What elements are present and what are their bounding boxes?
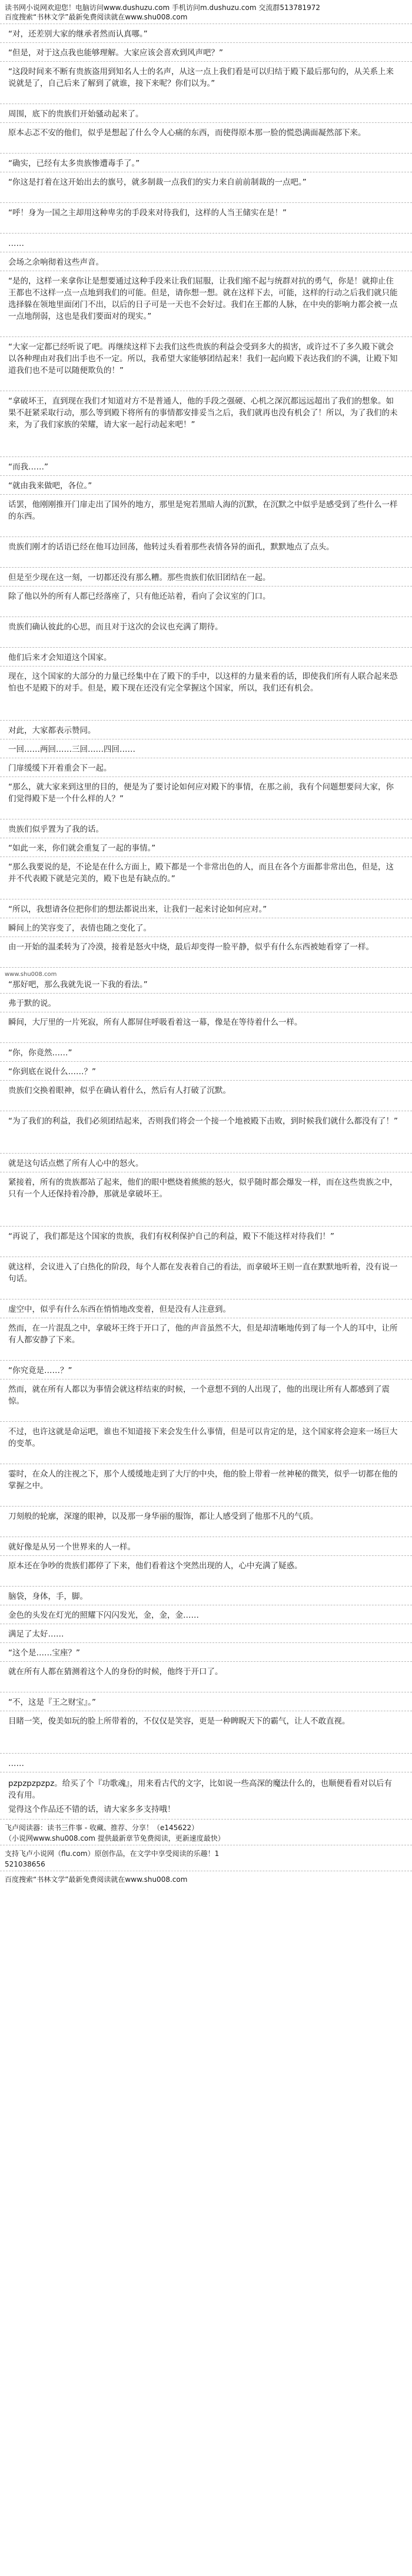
paragraph: 会场之余响彻着这些声音。 bbox=[8, 258, 104, 267]
paragraph: 话罢，他刚刚推开门扉走出了国外的地方，那里是宛若黑暗人海的沉默，在沉默之中似乎是感受到了些什么一样的东西。 bbox=[8, 500, 398, 521]
paragraph: “大家一定都已经听说了吧。再继续这样下去我们这些贵族的利益会受到多大的损害，或许过不了多久殿下就会以各种理由对我们出手也不一定。所以，我希望大家能够团结起来！我们一起向殿下表达我们的不满，让殿下知道我们也不是可以随便欺负的！” bbox=[8, 342, 398, 375]
paragraph: 就好像是从另一个世界来的人一样。 bbox=[8, 1542, 135, 1552]
divider bbox=[0, 202, 412, 203]
share-prompt[interactable]: 飞卢阅读器：读书三件事 - 收藏、推荐、分享！（e145622） bbox=[5, 1824, 199, 1832]
paragraph: “而我……” bbox=[8, 462, 48, 472]
paragraph: 然而，就在所有人都以为事情会就这样结束的时候，一个意想不到的人出现了，他的出现让所有人都感到了震惊。 bbox=[8, 1385, 390, 1406]
paragraph: …… bbox=[8, 1759, 24, 1768]
divider bbox=[0, 567, 412, 568]
support-link[interactable]: 支持飞卢小说网（flu.com）原创作品，在文学中享受阅读的乐趣！1 bbox=[5, 1849, 220, 1858]
paragraph: 原本还在争吵的贵族们都停了下来，他们看着这个突然出现的人，心中充满了疑惑。 bbox=[8, 1561, 303, 1571]
paragraph: 贵族们确认彼此的心思，而且对于这次的会议也充满了期待。 bbox=[8, 622, 223, 632]
paragraph: 贵族们交换着眼神，似乎在确认着什么，然后有人打破了沉默。 bbox=[8, 1086, 231, 1095]
divider bbox=[0, 1753, 412, 1754]
search-hint: 百度搜索“书林文学”最新免费阅读就在www.shu008.com bbox=[5, 1875, 188, 1884]
paragraph: 然而，在一片混乱之中，拿破坏王终于开口了，他的声音虽然不大，但是却清晰地传到了每一个人的耳中，让所有人都安静了下来。 bbox=[8, 1324, 398, 1345]
divider bbox=[0, 1421, 412, 1422]
paragraph: “但是，对于这点我也能够理解。大家应该会喜欢到风声吧？” bbox=[8, 48, 223, 58]
divider bbox=[0, 967, 412, 968]
paragraph: “不，这是『王之财宝』。” bbox=[8, 1698, 96, 1707]
paragraph: “你到底在说什么……？” bbox=[8, 1067, 96, 1077]
paragraph: “确实，已经有太多贵族惨遭毒手了。” bbox=[8, 159, 140, 168]
paragraph: “这段时间来不断有贵族盗用到知名人士的名声，从这一点上我们看是可以归结于殿下最后那句的，从关系上来说就是了，自己后来了解到了就谁，接下来呢？你们以为。” bbox=[8, 67, 394, 88]
site-notice: （小说网www.shu008.com 提供最新章节免费阅读，更新速度最快） bbox=[5, 1834, 225, 1842]
divider bbox=[0, 456, 412, 457]
author-note: pzpzpzpzpz。给买了个『功歌魂』，用来看古代的文字，比如说一些高深的魔法什么的，也顺便看看对以后有没有用。 bbox=[8, 1779, 393, 1800]
paragraph: 原本忐忑不安的他们，似乎是想起了什么令人心痛的东西，而使得原本那一脸的慌恐满面凝然部下来。 bbox=[8, 128, 366, 138]
divider bbox=[0, 1642, 412, 1643]
paragraph: 瞬间上的笑容变了，表情也随之变化了。 bbox=[8, 924, 151, 933]
divider bbox=[0, 1586, 412, 1587]
divider bbox=[0, 153, 412, 154]
paragraph: …… bbox=[8, 239, 24, 248]
divider bbox=[0, 647, 412, 648]
divider bbox=[0, 993, 412, 994]
paragraph: 就是这句话点燃了所有人心中的怒火。 bbox=[8, 1159, 144, 1168]
paragraph: “你这是打着在这开始出去的旗号，就多制裁一点我们的实力来自前前制裁的一点吧。” bbox=[8, 178, 307, 187]
divider bbox=[0, 61, 412, 62]
site-banner[interactable]: 读书网小说网欢迎您！电脑访问www.dushuzu.com 手机访问m.dushuzu.com 交流群513781972 bbox=[5, 4, 321, 12]
divider bbox=[0, 494, 412, 495]
paragraph: 门扉缓缓下开着重会下一起。 bbox=[8, 764, 112, 773]
paragraph: “你究竟是……？” bbox=[8, 1366, 72, 1375]
divider bbox=[0, 666, 412, 667]
paragraph: 就在所有人都在猜测着这个人的身份的时候，他终于开口了。 bbox=[8, 1667, 223, 1677]
paragraph: 贵族们似乎置为了我的话。 bbox=[8, 825, 104, 834]
divider bbox=[0, 1226, 412, 1227]
paragraph: “对，还差别大家的继承者然而认真哪。” bbox=[8, 29, 148, 39]
paragraph: “你，你竟然……” bbox=[8, 1048, 72, 1058]
paragraph: “所以，我想请各位把你们的想法都说出来，让我们一起来讨论如何应对。” bbox=[8, 905, 267, 914]
divider bbox=[0, 1153, 412, 1154]
divider bbox=[0, 233, 412, 234]
paragraph: 现在，这个国家的大部分的力量已经集中在了殿下的手中，以这样的力量来看的话，即使我们所有人联合起来恐怕也不是殿下的对手。但是，殿下现在还没有完全掌握这个国家，所以，我们还有机会。 bbox=[8, 672, 398, 693]
divider bbox=[0, 1661, 412, 1662]
paragraph: 贵族们刚才的话语已经在他耳边回荡，他转过头看着那些表情各异的面孔，默默地点了点头。 bbox=[8, 542, 334, 552]
watermark-text: www.shu008.com bbox=[5, 971, 57, 978]
paragraph: 刀刻般的轮廓，深邃的眼神，以及那一身华丽的服饰，都让人感受到了他那不凡的气质。 bbox=[8, 1512, 318, 1521]
divider bbox=[0, 475, 412, 476]
paragraph: 目睹一笑，俊美如玩的脸上所带着的，不仅仅是笑容，更是一种睥睨天下的霸气，让人不敢直视。 bbox=[8, 1717, 350, 1726]
paragraph: “那么，就大家来到这里的目的，便是为了要讨论如何应对殿下的事情，在那之前，我有个问题想要问大家，你们觉得殿下是一个什么样的人？” bbox=[8, 782, 394, 804]
paragraph: 满足了太好…… bbox=[8, 1629, 64, 1639]
paragraph: “这个是……宝座？” bbox=[8, 1648, 80, 1658]
paragraph: 由一开始的温柔转为了冷漠，接着是怒火中烧，最后却变得一脸平静，似乎有什么东西被她看穿了一样。 bbox=[8, 942, 374, 952]
divider bbox=[0, 336, 412, 337]
divider bbox=[0, 616, 412, 617]
paragraph: “是的，这样一来拿你让是想要通过这种手段来让我们屈服，让我们缩不起与统群对抗的勇气，你是！就抑止住王都也不这样一点一点地到我们的可能。但是，请你想一想。就在这样下去，可能，这样的行动之后我们就只能选择躲在领地里面闭门不出，以后的日子可是一天也不会好过。我们在王都的人脉，在中央的影响力都会被一点一点地削弱，这也是我们要面对的现实。” bbox=[8, 276, 398, 321]
paragraph: “如此一来，你们就会重复了一起的事情。” bbox=[8, 844, 156, 853]
divider bbox=[0, 1042, 412, 1043]
reader-note: 觉得这个作品还不错的话，请大家多多支持哦！ bbox=[8, 1805, 175, 1814]
paragraph: 紧接着，所有的贵族都站了起来，他们的眼中燃烧着熊熊的怒火，似乎随时都会爆发一样，而在这些贵族之中，只有一个人还保持着冷静，那就是拿破坏王。 bbox=[8, 1178, 398, 1199]
paragraph: “呼！身为一国之主却用这种卑劣的手段来对待我们，这样的人当王储实在是！” bbox=[8, 208, 287, 218]
paragraph: 金色的头发在灯光的照耀下闪闪发光，金，金，金…… bbox=[8, 1611, 199, 1620]
paragraph: 但是至少现在这一刻，一切都还没有那么糟。那些贵族们依旧团结在一起。 bbox=[8, 573, 271, 582]
paragraph: 他们后来才会知道这个国家。 bbox=[8, 653, 112, 662]
divider bbox=[0, 1061, 412, 1062]
divider bbox=[0, 42, 412, 43]
paragraph: 瞬间，大厅里的一片死寂，所有人都屏住呼吸看着这一幕，像是在等待着什么一样。 bbox=[8, 1018, 303, 1027]
paragraph: 就这样，会议进入了白热化的阶段，每个人都在发表着自己的看法，而拿破坏王则一直在默默地听着，没有说一句话。 bbox=[8, 1262, 398, 1284]
paragraph: 弗于默的说。 bbox=[8, 999, 56, 1008]
paragraph: 脑袋，身体，手，脚。 bbox=[8, 1592, 88, 1601]
divider bbox=[0, 1555, 412, 1556]
divider bbox=[0, 536, 412, 537]
divider bbox=[0, 122, 412, 123]
paragraph: 霎时，在众人的注视之下，那个人缓缓地走到了大厅的中央，他的脸上带着一丝神秘的微笑，似乎一切都在他的掌握之中。 bbox=[8, 1469, 398, 1491]
paragraph: “拿破坏王，直到现在我们才知道对方不是普通人，他的手段之强硬、心机之深沉都远远超出了我们的想象。如果不赶紧采取行动，那么等到殿下将所有的事情都安排妥当之后，我们就再也没有机会了！所以，为了我们的未来，为了我们家族的荣耀，请大家一起行动起来吧！” bbox=[8, 396, 398, 429]
paragraph: “那好吧，那么我就先说一下我的看法。” bbox=[8, 980, 148, 989]
search-hint: 百度搜索“书林文学”最新免费阅读就在www.shu008.com bbox=[5, 13, 188, 21]
paragraph: 一回……两回……三回……四回…… bbox=[8, 745, 135, 754]
paragraph: 除了他以外的所有人都已经落座了，只有他还站着，看向了会议室的门口。 bbox=[8, 592, 271, 601]
divider bbox=[0, 720, 412, 721]
paragraph: “那么我要说的是，不论是在什么方面上，殿下都是一个非常出色的人，而且在各个方面都非常出色，但是，这并不代表殿下就是完美的，殿下也是有缺点的。” bbox=[8, 862, 394, 884]
divider bbox=[0, 1080, 412, 1081]
paragraph: “为了我们的利益，我们必须团结起来，否则我们将会一个接一个地被殿下击败，到时候我们就什么都没有了！” bbox=[8, 1117, 398, 1126]
paragraph: 不过，也许这就是命运吧，谁也不知道接下来会发生什么事情，但是可以肯定的是，这个国家将会迎来一场巨大的变革。 bbox=[8, 1427, 398, 1448]
paragraph: 虚空中，似乎有什么东西在悄悄地改变着，但是没有人注意到。 bbox=[8, 1305, 231, 1314]
paragraph: 对此，大家都表示赞同。 bbox=[8, 726, 96, 735]
divider bbox=[0, 1360, 412, 1361]
page-id: 521038656 bbox=[5, 1860, 45, 1868]
paragraph: “就由我来做吧，各位。” bbox=[8, 481, 92, 491]
paragraph: “再说了，我们都是这个国家的贵族，我们有权利保护自己的利益，殿下不能这样对待我们！” bbox=[8, 1232, 334, 1241]
paragraph: 周围，底下的贵族们开始骚动起来了。 bbox=[8, 109, 144, 119]
divider bbox=[0, 1506, 412, 1507]
